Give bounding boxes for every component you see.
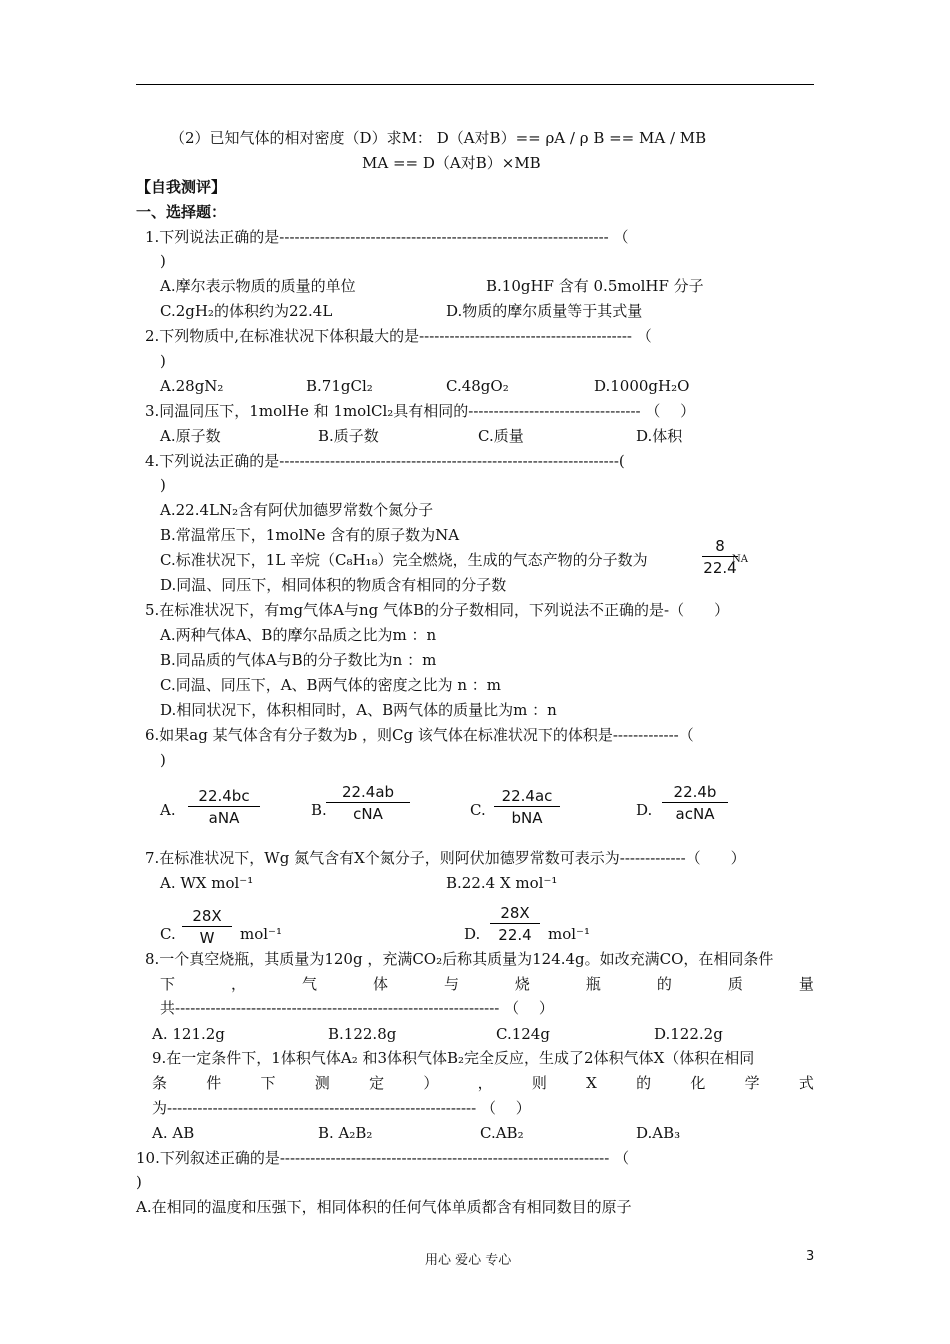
word: 件 bbox=[206, 1074, 222, 1092]
q6-fraction-c-numerator: 22.4ac bbox=[501, 787, 553, 805]
q6-fraction-c-denominator: bNA bbox=[511, 809, 543, 827]
q3-option-b: B.质子数 bbox=[318, 427, 379, 445]
q6-fraction-d-denominator: acNA bbox=[675, 805, 715, 823]
q7-fraction-d bbox=[490, 904, 540, 944]
q1-option-b: B.10gHF 含有 0.5molHF 分子 bbox=[486, 277, 704, 295]
q5-option-a: A.两种气体A、B的摩尔品质之比为m ：n bbox=[160, 626, 437, 644]
q2-option-c: C.48gO₂ bbox=[446, 377, 509, 395]
word: X bbox=[586, 1074, 597, 1092]
q1-stem: 1.下列说法正确的是----------------------------------------------------------------- （ bbox=[145, 228, 629, 246]
q6-fraction-b-denominator: cNA bbox=[353, 805, 383, 823]
q6-fraction-a bbox=[188, 787, 260, 827]
word: 烧 bbox=[514, 975, 530, 993]
q6-fraction-a-numerator: 22.4bc bbox=[198, 787, 250, 805]
word: 则 bbox=[531, 1074, 547, 1092]
q7-fraction-d-denominator: 22.4 bbox=[498, 926, 532, 944]
q7-option-b: B.22.4 X mol⁻¹ bbox=[446, 874, 558, 892]
word: ， bbox=[477, 1074, 493, 1092]
formula-line-2: MA == D（A对B）×MB bbox=[362, 154, 541, 172]
q3-stem: 3.同温同压下，1molHe 和 1molCl₂具有相同的---------------------------------- （ ） bbox=[145, 402, 696, 420]
fraction-bar bbox=[490, 923, 540, 924]
q1-option-a: A.摩尔表示物质的质量的单位 bbox=[160, 277, 356, 295]
q7-option-c: C. bbox=[160, 925, 176, 943]
q8-option-c: C.124g bbox=[496, 1025, 550, 1043]
word: 下 bbox=[160, 975, 176, 993]
q2-cont: ) bbox=[160, 352, 166, 370]
q7-fraction-c-numerator: 28X bbox=[192, 907, 222, 925]
word: 体 bbox=[372, 975, 388, 993]
q6-label-d: D. bbox=[636, 801, 653, 819]
q5-option-c: C.同温、同压下，A、B两气体的密度之比为 n ：m bbox=[160, 676, 501, 694]
q4-option-d: D.同温、同压下，相同体积的物质含有相同的分子数 bbox=[160, 576, 507, 594]
q8-option-b: B.122.8g bbox=[328, 1025, 397, 1043]
q1-option-c: C.2gH₂的体积约为22.4L bbox=[160, 302, 333, 320]
word: 化 bbox=[690, 1074, 706, 1092]
q6-stem: 6.如果ag 某气体含有分子数为b ，则Cg 该气体在标准状况下的体积是-------------（ bbox=[145, 726, 694, 744]
word: 瓶 bbox=[585, 975, 601, 993]
q3-option-d: D.体积 bbox=[636, 427, 683, 445]
q9-stem: 9.在一定条件下，1体积气体A₂ 和3体积气体B₂完全反应，生成了2体积气体X（体积在相同 bbox=[152, 1049, 755, 1067]
q9-stem-line-2 bbox=[152, 1073, 814, 1093]
q5-stem: 5.在标准状况下，有mg气体A与ng 气体B的分子数相同，下列说法不正确的是-（ ） bbox=[145, 601, 730, 619]
q10-cont: ) bbox=[136, 1173, 142, 1191]
q8-option-a: A. 121.2g bbox=[152, 1025, 225, 1043]
q4-option-a: A.22.4LN₂含有阿伏加德罗常数个氮分子 bbox=[160, 501, 434, 519]
q6-fraction-c bbox=[494, 787, 560, 827]
q2-option-b: B.71gCl₂ bbox=[306, 377, 373, 395]
word: ） bbox=[423, 1074, 439, 1092]
q4-fraction-numerator: 8 bbox=[715, 537, 725, 555]
q9-option-b: B. A₂B₂ bbox=[318, 1124, 373, 1142]
fraction-bar bbox=[188, 806, 260, 807]
q9-stem-line-3: 为------------------------------------------------------------- （ ） bbox=[152, 1099, 531, 1117]
q8-stem-line-3: 共---------------------------------------------------------------- （ ） bbox=[160, 999, 554, 1017]
q4-stem: 4.下列说法正确的是-------------------------------------------------------------------( bbox=[145, 452, 625, 470]
q7-stem: 7.在标准状况下，Wg 氮气含有X个氮分子，则阿伏加德罗常数可表示为-------------（ ） bbox=[145, 849, 746, 867]
q7-fraction-d-numerator: 28X bbox=[500, 904, 530, 922]
q6-fraction-d bbox=[662, 783, 728, 823]
word: 的 bbox=[656, 975, 672, 993]
q7-option-d: D. bbox=[464, 925, 481, 943]
q3-option-c: C.质量 bbox=[478, 427, 524, 445]
q3-option-a: A.原子数 bbox=[160, 427, 221, 445]
word: 式 bbox=[798, 1074, 814, 1092]
q7-unit-c: mol⁻¹ bbox=[240, 925, 282, 943]
word: 定 bbox=[369, 1074, 385, 1092]
q6-fraction-a-denominator: aNA bbox=[208, 809, 240, 827]
q4-cont: ) bbox=[160, 476, 166, 494]
q2-option-a: A.28gN₂ bbox=[160, 377, 224, 395]
q9-option-d: D.AB₃ bbox=[636, 1124, 681, 1142]
q8-stem-line-2 bbox=[160, 974, 814, 994]
word: ， bbox=[230, 975, 246, 993]
fraction-bar bbox=[494, 806, 560, 807]
page-number: 3 bbox=[806, 1249, 815, 1264]
q7-option-a: A. WX mol⁻¹ bbox=[160, 874, 254, 892]
q2-stem: 2.下列物质中,在标准状况下体积最大的是------------------------------------------ （ bbox=[145, 327, 652, 345]
q4-option-b: B.常温常压下，1molNe 含有的原子数为NA bbox=[160, 526, 460, 544]
word: 量 bbox=[798, 975, 814, 993]
word: 测 bbox=[314, 1074, 330, 1092]
q9-option-c: C.AB₂ bbox=[480, 1124, 524, 1142]
q5-option-d: D.相同状况下，体积相同时，A、B两气体的质量比为m ：n bbox=[160, 701, 557, 719]
q8-stem: 8.一个真空烧瓶，其质量为120g ，充满CO₂后称其质量为124.4g。如改充满CO，在相同条件 bbox=[145, 950, 774, 968]
fraction-bar bbox=[326, 802, 410, 803]
q1-cont: ) bbox=[160, 252, 166, 270]
q5-option-b: B.同品质的气体A与B的分子数比为n ：m bbox=[160, 651, 437, 669]
q6-fraction-b-numerator: 22.4ab bbox=[341, 783, 395, 801]
q7-unit-d: mol⁻¹ bbox=[548, 925, 590, 943]
q4-option-c: C.标准状况下，1L 辛烷（C₈H₁₈）完全燃烧，生成的气态产物的分子数为 bbox=[160, 551, 648, 569]
word: 质 bbox=[727, 975, 743, 993]
q7-fraction-c bbox=[182, 907, 232, 947]
formula-line-1: （2）已知气体的相对密度（D）求M： D（A对B）== ρA / ρ B == MA / MB bbox=[170, 129, 707, 147]
footer-text: 用心 爱心 专心 bbox=[425, 1253, 512, 1268]
q4-fraction-denominator: 22.4 bbox=[703, 559, 737, 577]
word: 条 bbox=[152, 1074, 168, 1092]
q7-fraction-c-denominator: W bbox=[199, 929, 215, 947]
fraction-bar bbox=[182, 926, 232, 927]
q6-cont: ) bbox=[160, 751, 166, 769]
q9-option-a: A. AB bbox=[152, 1124, 195, 1142]
q10-stem: 10.下列叙述正确的是----------------------------------------------------------------- （ bbox=[136, 1149, 630, 1167]
fraction-bar bbox=[662, 802, 728, 803]
header-rule bbox=[136, 84, 814, 85]
q6-label-c: C. bbox=[470, 801, 486, 819]
section-title: 【自我测评】 bbox=[136, 178, 227, 196]
q6-label-b: B. bbox=[311, 801, 327, 819]
q2-option-d: D.1000gH₂O bbox=[594, 377, 690, 395]
section-subtitle: 一、选择题： bbox=[136, 203, 227, 221]
word: 下 bbox=[260, 1074, 276, 1092]
q6-fraction-b bbox=[326, 783, 410, 823]
q6-label-a: A. bbox=[160, 801, 176, 819]
q4-fraction-suffix: NA bbox=[732, 554, 748, 565]
word: 气 bbox=[301, 975, 317, 993]
word: 与 bbox=[443, 975, 459, 993]
q8-option-d: D.122.2g bbox=[654, 1025, 723, 1043]
q6-fraction-d-numerator: 22.4b bbox=[673, 783, 717, 801]
q10-option-a: A.在相同的温度和压强下，相同体积的任何气体单质都含有相同数目的原子 bbox=[136, 1198, 632, 1216]
word: 的 bbox=[636, 1074, 652, 1092]
word: 学 bbox=[744, 1074, 760, 1092]
q1-option-d: D.物质的摩尔质量等于其式量 bbox=[446, 302, 643, 320]
